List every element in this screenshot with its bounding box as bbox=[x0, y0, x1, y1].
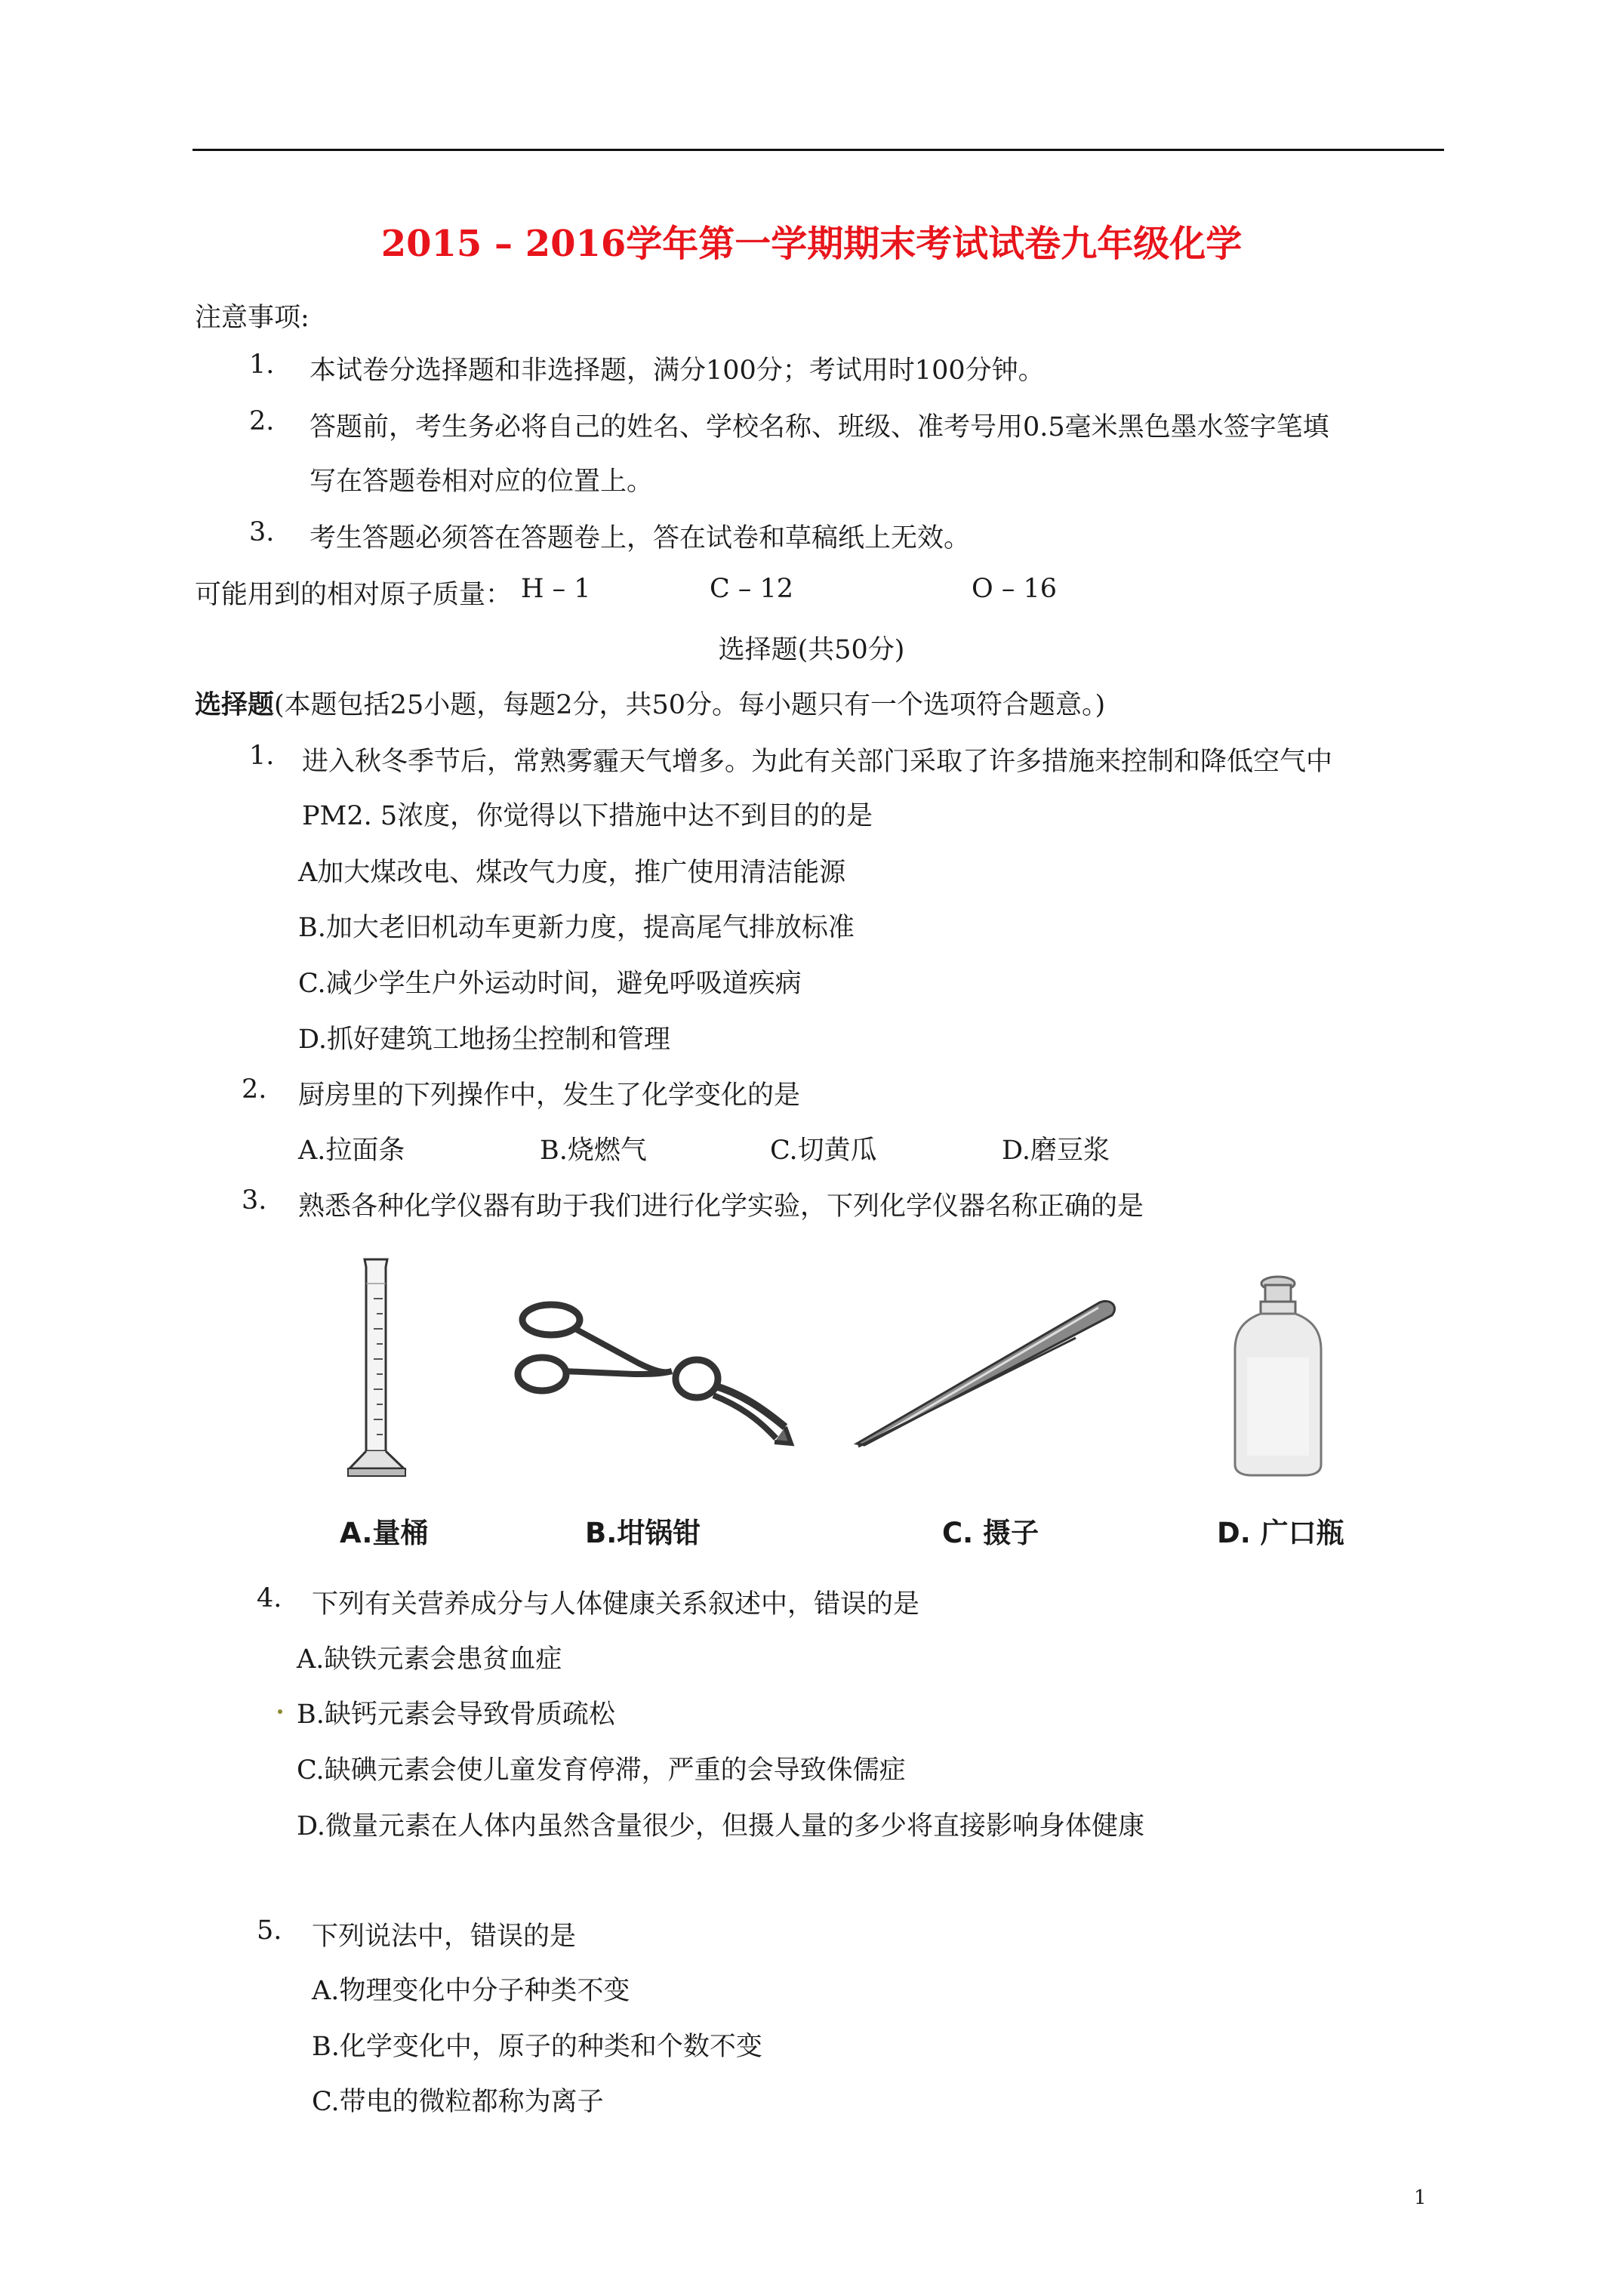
q4-stem: 下列有关营养成分与人体健康关系叙述中，错误的是 bbox=[312, 1589, 920, 1620]
q3-option-c: C. 摄子 bbox=[942, 1517, 1039, 1549]
q2-option-d: D.磨豆浆 bbox=[1002, 1136, 1110, 1166]
atomic-mass-c: C – 12 bbox=[710, 574, 794, 604]
q2-option-b: B.烧燃气 bbox=[540, 1136, 647, 1166]
notice-item-3-num: 3. bbox=[249, 517, 275, 547]
q3-stem: 熟悉各种化学仪器有助于我们进行化学实验，下列化学仪器名称正确的是 bbox=[298, 1191, 1144, 1222]
atomic-mass-label: 可能用到的相对原子质量： bbox=[195, 580, 513, 610]
q1-option-c: C.减少学生户外运动时间，避免呼吸道疾病 bbox=[298, 969, 802, 999]
stray-dot bbox=[278, 1709, 282, 1714]
section-intro bbox=[195, 684, 1105, 722]
atomic-mass-h: H – 1 bbox=[521, 574, 591, 604]
notice-item-2: 答题前，考生务必将自己的姓名、学校名称、班级、准考号用0.5毫米黑色墨水签字笔填 bbox=[310, 412, 1329, 442]
q4-option-b: B.缺钙元素会导致骨质疏松 bbox=[297, 1700, 615, 1730]
q4-option-c: C.缺碘元素会使儿童发育停滞，严重的会导致侏儒症 bbox=[297, 1755, 906, 1786]
q1-num: 1. bbox=[249, 741, 275, 771]
section-intro-bold: 选择题 bbox=[195, 689, 275, 720]
q1-option-b: B.加大老旧机动车更新力度，提高尾气排放标准 bbox=[298, 913, 855, 943]
crucible-tongs-icon bbox=[513, 1299, 800, 1450]
q5-option-b: B.化学变化中，原子的种类和个数不变 bbox=[312, 2032, 762, 2062]
q4-option-a: A.缺铁元素会患贫血症 bbox=[297, 1644, 562, 1675]
q3-option-d: D. 广口瓶 bbox=[1217, 1517, 1344, 1549]
q5-option-a: A.物理变化中分子种类不变 bbox=[312, 1976, 630, 2006]
header-rule bbox=[192, 149, 1444, 151]
wide-mouth-bottle-icon bbox=[1229, 1274, 1327, 1478]
q4-option-d: D.微量元素在人体内虽然含量很少，但摄人量的多少将直接影响身体健康 bbox=[297, 1811, 1144, 1841]
q2-stem: 厨房里的下列操作中，发生了化学变化的是 bbox=[298, 1080, 801, 1111]
q2-option-a: A.拉面条 bbox=[298, 1136, 405, 1166]
exam-title: 2015 – 2016学年第一学期期末考试试卷九年级化学 bbox=[380, 223, 1243, 265]
notice-item-2-cont: 写在答题卷相对应的位置上。 bbox=[310, 467, 654, 497]
q3-option-a: A.量桶 bbox=[340, 1517, 429, 1549]
q1-stem: 进入秋冬季节后，常熟雾霾天气增多。为此有关部门采取了许多措施来控制和降低空气中 bbox=[302, 747, 1333, 777]
notice-item-2-num: 2. bbox=[249, 406, 275, 436]
notice-heading: 注意事项: bbox=[195, 303, 310, 333]
page-number: 1 bbox=[1414, 2187, 1427, 2209]
q4-num: 4. bbox=[257, 1583, 282, 1613]
q5-stem: 下列说法中，错误的是 bbox=[312, 1922, 577, 1952]
section-title: 选择题(共50分) bbox=[718, 635, 905, 665]
section-intro-rest: (本题包括25小题，每题2分，共50分。每小题只有一个选项符合题意。) bbox=[274, 690, 1106, 720]
q3-num: 3. bbox=[242, 1185, 267, 1216]
tweezers-icon bbox=[849, 1293, 1121, 1451]
q5-num: 5. bbox=[257, 1915, 282, 1946]
notice-item-1-num: 1. bbox=[249, 350, 275, 380]
atomic-mass-o: O – 16 bbox=[972, 574, 1057, 604]
q1-option-d: D.抓好建筑工地扬尘控制和管理 bbox=[298, 1025, 670, 1055]
q5-option-c: C.带电的微粒都称为离子 bbox=[312, 2087, 604, 2117]
notice-item-1: 本试卷分选择题和非选择题，满分100分；考试用时100分钟。 bbox=[310, 356, 1045, 386]
q1-option-a: A加大煤改电、煤改气力度，推广使用清洁能源 bbox=[298, 858, 846, 888]
q2-option-c: C.切黄瓜 bbox=[770, 1136, 877, 1166]
q3-option-b: B.坩锅钳 bbox=[585, 1517, 701, 1549]
notice-item-3: 考生答题必须答在答题卷上，答在试卷和草稿纸上无效。 bbox=[310, 523, 971, 553]
graduated-cylinder-icon bbox=[343, 1253, 411, 1484]
q1-stem-cont: PM2. 5浓度，你觉得以下措施中达不到目的的是 bbox=[302, 801, 873, 831]
q2-num: 2. bbox=[242, 1074, 267, 1105]
